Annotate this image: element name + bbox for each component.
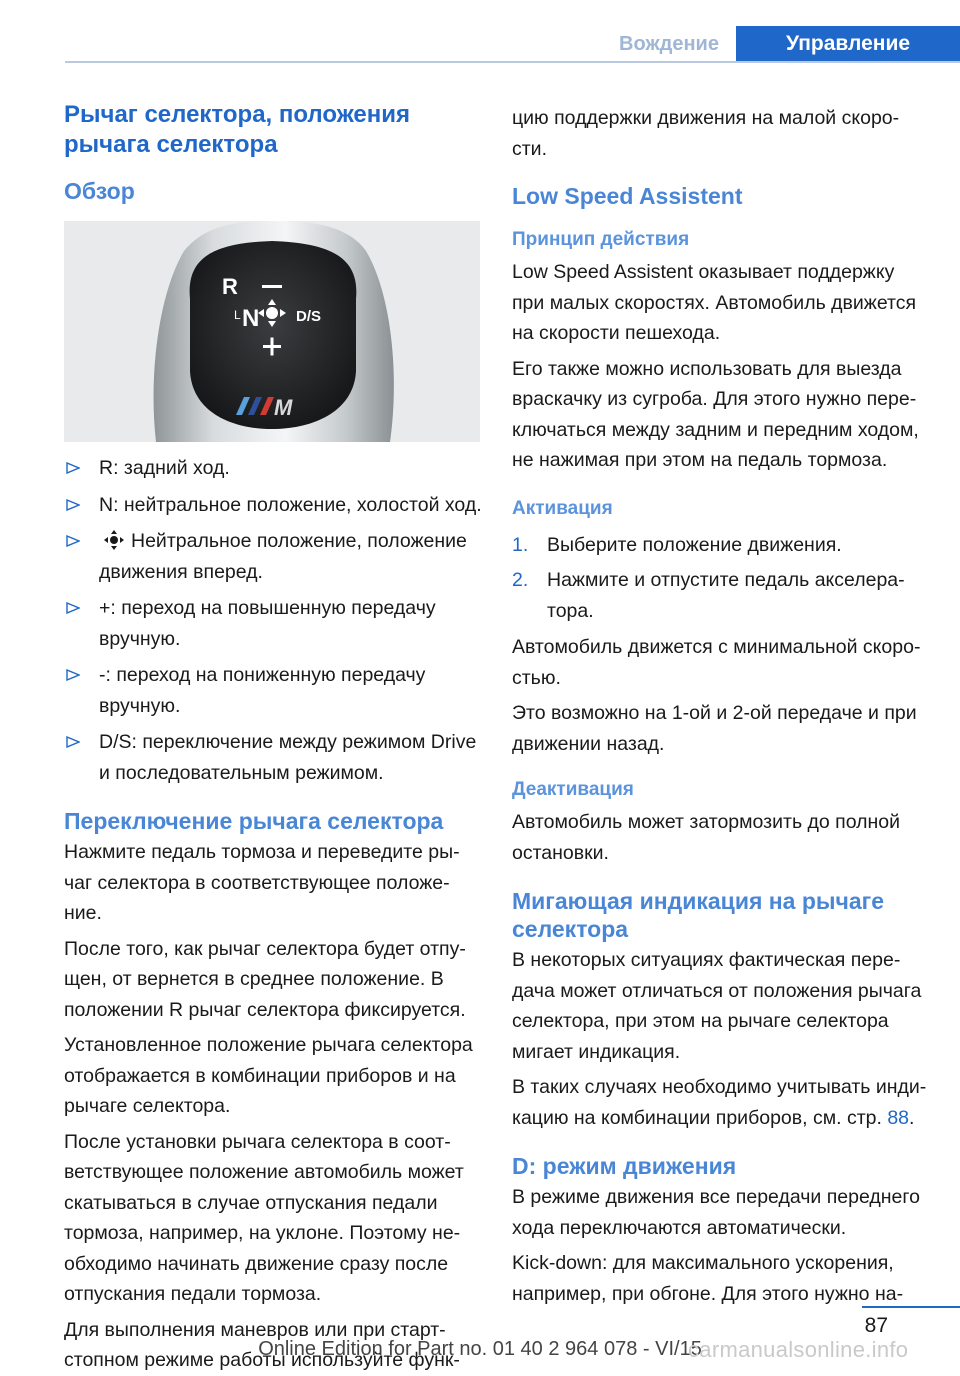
label-ds: D/S — [296, 308, 322, 325]
drive-mode-heading: D: режим движения — [512, 1153, 737, 1179]
triangle-bullet-icon — [66, 669, 80, 681]
neutral-forward-icon — [103, 529, 125, 551]
selector-lever-illustration — [64, 221, 480, 442]
header-divider — [65, 61, 960, 63]
list-item: 2. Нажмите и отпустите педаль акселера-тора. — [512, 565, 930, 626]
label-r: R — [222, 274, 238, 299]
tab-controls[interactable]: Управление — [736, 26, 960, 62]
paragraph: Low Speed Assistent оказывает поддержку при малых скоростях. Автомобиль движется на скорости пешехода. — [512, 261, 917, 344]
left-column — [64, 100, 482, 1376]
drive-body — [512, 1182, 930, 1309]
paragraph: В таких случаях необходимо учитывать инди-кацию на комбинации приборов, см. стр. 88. — [512, 1076, 927, 1129]
paragraph: Автомобиль движется с минимальной скоро-стью. — [512, 636, 921, 689]
right-column — [512, 103, 930, 1309]
paragraph: цию поддержки движения на малой скоро-сти. — [512, 107, 900, 160]
list-item: Нейтральное положение, положение движения вперед. — [64, 526, 482, 587]
paragraph: Установленное положение рычага селектора отображается в комбинации приборов и на рычаге селектора. — [64, 1034, 473, 1117]
principle-body — [512, 257, 930, 476]
paragraph: Kick-down: для максимального ускорения, например, при обгоне. Для этого нужно на- — [512, 1252, 904, 1305]
paragraph: После того, как рычаг селектора будет отпу-щен, от вернется в среднее положение. В положении R рычаг селектора фиксируется. — [64, 937, 466, 1021]
step-number: 2. — [512, 569, 529, 591]
section-title: Рычаг селектора, положения рычага селектора — [64, 101, 411, 158]
svg-text:M: M — [274, 395, 293, 420]
label-n: N — [242, 305, 260, 332]
selector-positions-list — [64, 453, 482, 788]
triangle-bullet-icon — [66, 535, 80, 547]
low-speed-assistent-heading: Low Speed Assistent — [512, 183, 743, 209]
list-item: 1. Выберите положение движения. — [512, 530, 930, 561]
switching-body — [64, 837, 482, 1376]
triangle-bullet-icon — [66, 602, 80, 614]
activation-steps — [512, 530, 930, 627]
label-l: L — [234, 308, 241, 322]
step-number: 1. — [512, 533, 529, 556]
blinking-heading: Мигающая индикация на рычаге селектора — [512, 888, 885, 942]
paragraph: Его также можно использовать для выезда враскачку из сугроба. Для этого нужно пере-ключаться между задним и передним ходом, не нажимая при этом на педаль тормоза. — [512, 357, 919, 471]
principle-heading: Принцип действия — [512, 229, 690, 250]
watermark: carmanualsonline.info — [688, 1337, 909, 1362]
list-item: D/S: переключение между режимом Drive и последовательным режимом. — [64, 727, 482, 788]
minus-mark — [262, 285, 282, 288]
list-item: +: переход на повышенную передачу вручную. — [64, 593, 482, 654]
switching-heading: Переключение рычага селектора — [64, 808, 444, 834]
triangle-bullet-icon — [66, 499, 80, 511]
selector-lever-image — [64, 221, 480, 442]
triangle-bullet-icon — [66, 736, 80, 748]
list-item: N: нейтральное положение, холостой ход. — [64, 490, 482, 521]
list-item: -: переход на пониженную передачу вручную. — [64, 660, 482, 721]
overview-heading: Обзор — [64, 178, 135, 204]
tab-driving[interactable]: Вождение — [619, 32, 719, 55]
paragraph: Нажмите педаль тормоза и переведите ры-чаг селектора в соответствующее положе-ние. — [64, 841, 460, 924]
blinking-body — [512, 945, 930, 1133]
paragraph: Автомобиль может затормозить до полной остановки. — [512, 811, 901, 864]
activation-body — [512, 632, 930, 759]
paragraph: В режиме движения все передачи переднего хода переключаются автоматически. — [512, 1186, 920, 1239]
activation-heading: Активация — [512, 497, 613, 519]
list-item: R: задний ход. — [64, 453, 482, 484]
page-number-rule — [862, 1306, 960, 1308]
paragraph: После установки рычага селектора в соот-ветствующее положение автомобиль может скатываться в случае отпускания педали тормоза, например, на уклоне. Поэтому не-обходимо начинать движение сразу после отпускания педали тормоза. — [64, 1130, 464, 1305]
deactivation-heading: Деактивация — [512, 779, 634, 800]
page-link[interactable]: 88 — [887, 1106, 910, 1129]
page-number: 87 — [864, 1314, 888, 1337]
paragraph: В некоторых ситуациях фактическая пере-дача может отличаться от положения рычага селектора, при этом на рычаге селектора мигает индикация. — [512, 949, 922, 1063]
paragraph: Это возможно на 1-ой и 2-ой передаче и при движении назад. — [512, 702, 917, 755]
edition-footer: Online Edition for Part no. 01 40 2 964 078 - VI/15 — [258, 1338, 702, 1360]
triangle-bullet-icon — [66, 462, 80, 474]
paragraph: Для выполнения маневров или при старт-стопном режиме работы используйте функ- — [64, 1318, 460, 1371]
